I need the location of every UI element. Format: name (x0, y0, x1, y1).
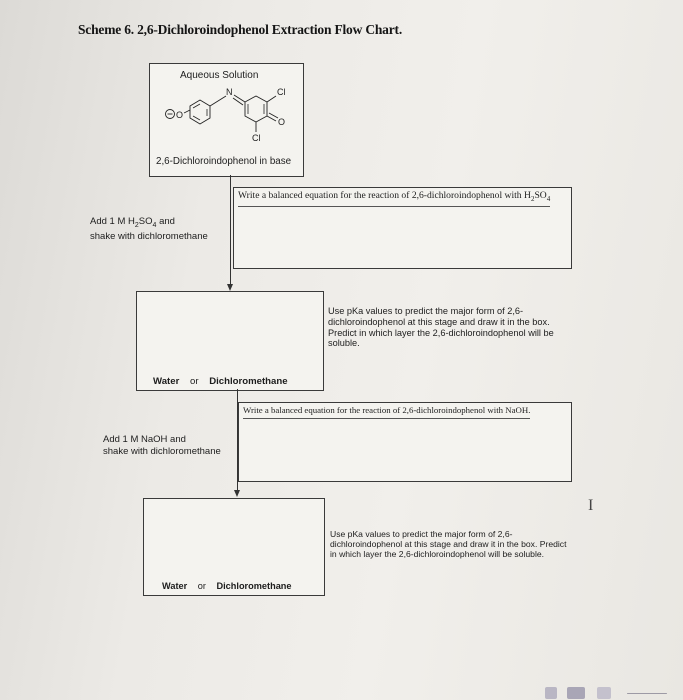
step1-water-option[interactable]: Water (153, 376, 180, 387)
aqueous-solution-box (149, 63, 304, 177)
flow-arrow-1 (230, 175, 231, 287)
atom-n: N (226, 87, 233, 97)
arrow-head-1 (227, 284, 233, 291)
taskbar-divider (627, 693, 667, 694)
structure-caption: 2,6-Dichloroindophenol in base (156, 156, 292, 167)
aqueous-solution-label: Aqueous Solution (180, 70, 259, 81)
step2-dcm-option[interactable]: Dichloromethane (216, 581, 292, 591)
step1-layer-choices: Water or Dichloromethane (153, 376, 288, 387)
atom-cl-top: Cl (277, 87, 286, 97)
step1-dcm-option[interactable]: Dichloromethane (209, 376, 288, 387)
page-title: Scheme 6. 2,6-Dichloroindophenol Extraction Flow Chart. (78, 22, 402, 37)
taskbar-app-icon[interactable] (545, 687, 557, 699)
step2-equation-box[interactable] (238, 402, 572, 482)
dichloroindophenol-structure (150, 80, 300, 150)
taskbar-app-icon[interactable] (597, 687, 611, 699)
step1-instruction-pre: Add 1 M H (90, 216, 135, 227)
step2-instruction (103, 434, 243, 457)
step1-equation-box[interactable] (233, 187, 572, 269)
step1-instruction-line2: shake with dichloromethane (90, 231, 208, 243)
step2-layer-choices: Water or Dichloromethane (162, 581, 292, 591)
step1-pka-note: Use pKa values to predict the major form of 2,6-dichloroindophenol at this stage and draw it in the box. Predict in which layer the 2,6-dichloroindophenol will be soluble. (328, 306, 554, 349)
step2-pka-note: Use pKa values to predict the major form of 2,6-dichloroindophenol at this stage and draw it in the box. Predict in which layer the 2,6-dichloroindophenol will be soluble. (330, 529, 567, 559)
taskbar (545, 686, 683, 700)
atom-o-keto: O (278, 117, 286, 127)
atom-cl-bottom: Cl (252, 133, 261, 143)
arrow-head-2 (234, 490, 240, 497)
step2-instruction-line1: Add 1 M NaOH and (103, 434, 186, 445)
step1-equation-prompt: Write a balanced equation for the reaction of 2,6-dichloroindophenol with $H_2SO_4$ (238, 190, 550, 207)
step2-water-option[interactable]: Water (162, 581, 188, 591)
step1-instruction: Add 1 M $H_2SO_4$ and shake with dichloromethane (90, 216, 208, 243)
taskbar-app-icon[interactable] (567, 687, 585, 699)
step2-equation-prompt: Write a balanced equation for the reaction of 2,6-dichloroindophenol with NaOH. (243, 405, 530, 419)
step2-instruction-line2: shake with dichloromethane (103, 445, 221, 457)
atom-o-minus: O (176, 110, 184, 120)
text-cursor-icon: I (588, 497, 594, 514)
step2-draw-box[interactable] (143, 498, 325, 596)
step1-draw-box[interactable] (136, 291, 324, 391)
